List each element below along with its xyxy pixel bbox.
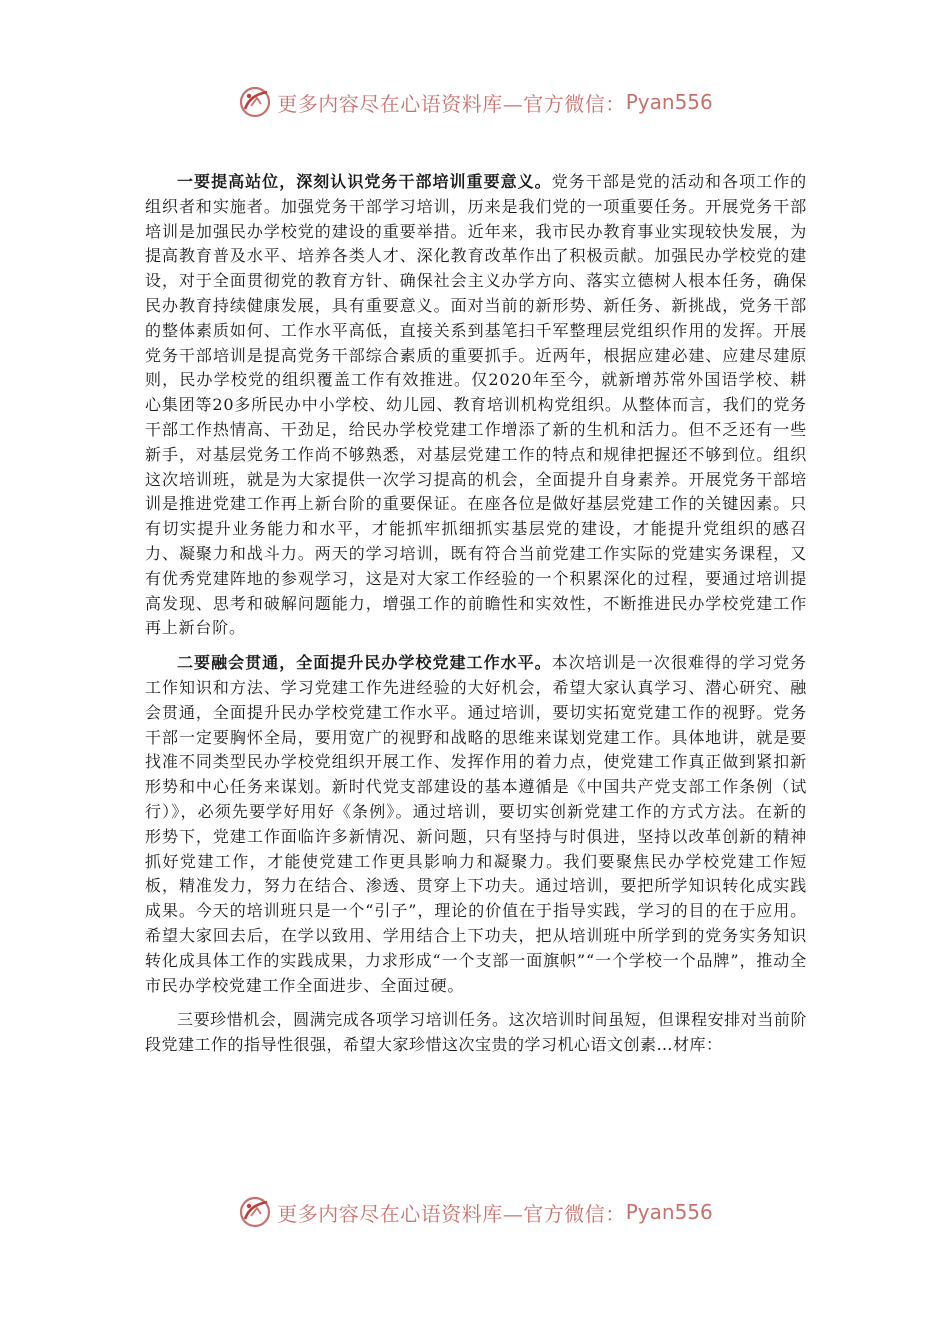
paragraph-1-heading: 一要提高站位，深刻认识党务干部培训重要意义。 <box>177 172 552 191</box>
banner-text: 更多内容尽在心语资料库—官方微信： <box>277 1201 626 1226</box>
paragraph-2-body: 本次培训是一次很难得的学习党务工作知识和方法、学习党建工作先进经验的大好机会，希望大家认真学习、潜心研究、融会贯通，全面提升民办学校党建工作水平。通过培训，要切实拓宽党建工作的视野。党务干部一定要胸怀全局，要用宽广的视野和战略的思维来谋划党建工作。具体地讲，就是要找准不同类型民办学校党组织开展工作、发挥作用的着力点，使党建工作真正做到紧扣新形势和中心任务来谋划。新时代党支部建设的基本遵循是《中国共产党支部工作条例（试行）》，必须先要学好用好《条例》。通过培训，要切实创新党建工作的方式方法。在新的形势下，党建工作面临许多新情况、新问题，只有坚持与时俱进，坚持以改革创新的精神抓好党建工作，才能使党建工作更具影响力和凝聚力。我们要聚焦民办学校党建工作短板，精准发力，努力在结合、渗透、贯穿上下功夫。通过培训，要把所学知识转化成实践成果。今天的培训班只是一个“引子”，理论的价值在于指导实践，学习的目的在于应用。希望大家回去后，在学以致用、学用结合上下功夫，把从培训班中所学到的党务实务知识转化成具体工作的实践成果，力求形成“一个支部一面旗帜”“一个学校一个品牌”，推动全市民办学校党建工作全面进步、全面过硬。 <box>145 653 807 995</box>
paragraph-2 <box>145 651 807 998</box>
banner-text: 更多内容尽在心语资料库—官方微信： <box>277 91 626 116</box>
document-body <box>145 170 807 1068</box>
header-watermark-banner <box>0 82 950 122</box>
banner-wechat-id: Pyan556 <box>625 1200 713 1224</box>
paragraph-3-body: 三要珍惜机会，圆满完成各项学习培训任务。这次培训时间虽短，但课程安排对当前阶段党建工作的指导性很强，希望大家珍惜这次宝贵的学习机心语文创素…材库： <box>145 1010 807 1055</box>
paragraph-2-heading: 二要融会贯通，全面提升民办学校党建工作水平。 <box>177 653 552 673</box>
footer-watermark-banner <box>0 1192 950 1232</box>
paragraph-1-body: 党务干部是党的活动和各项工作的组织者和实施者。加强党务干部学习培训，历来是我们党的一项重要任务。开展党务干部培训是加强民办学校党的建设的重要举措。近年来，我市民办教育事业实现较快发展，为提高教育普及水平、培养各类人才、深化教育改革作出了积极贡献。加强民办学校党的建设，对于全面贯彻党的教育方针、确保社会主义办学方向、落实立德树人根本任务，确保民办教育持续健康发展，具有重要意义。面对当前的新形势、新任务、新挑战，党务干部的整体素质如何、工作水平高低，直接关系到基笔扫千军整理层党组织作用的发挥。开展党务干部培训是提高党务干部综合素质的重要抓手。近两年，根据应建必建、应建尽建原则，民办学校党的组织覆盖工作有效推进。仅2020年至今，就新增苏常外国语学校、耕心集团等20多所民办中小学校、幼儿园、教育培训机构党组织。从整体而言，我们的党务干部工作热情高、干劲足，给民办学校党建工作增添了新的生机和活力。但不乏还有一些新手，对基层党务工作尚不够熟悉，对基层党建工作的特点和规律把握还不够到位。组织这次培训班，就是为大家提供一次学习提高的机会，全面提升自身素养。开展党务干部培训是推进党建工作再上新台阶的重要保证。在座各位是做好基层党建工作的关键因素。只有切实提升业务能力和水平，才能抓牢抓细抓实基层党的建设，才能提升党组织的感召力、凝聚力和战斗力。两天的学习培训，既有符合当前党建工作实际的党建实务课程，又有优秀党建阵地的参观学习，这是对大家工作经验的一个积累深化的过程，要通过培训提高发现、思考和破解问题能力，增强工作的前瞻性和实效性，不断推进民办学校党建工作再上新台阶。 <box>145 172 807 638</box>
logo-icon <box>237 84 273 120</box>
paragraph-3 <box>145 1008 807 1058</box>
banner-wechat-id: Pyan556 <box>625 90 713 114</box>
logo-icon <box>237 1194 273 1230</box>
paragraph-1 <box>145 170 807 641</box>
